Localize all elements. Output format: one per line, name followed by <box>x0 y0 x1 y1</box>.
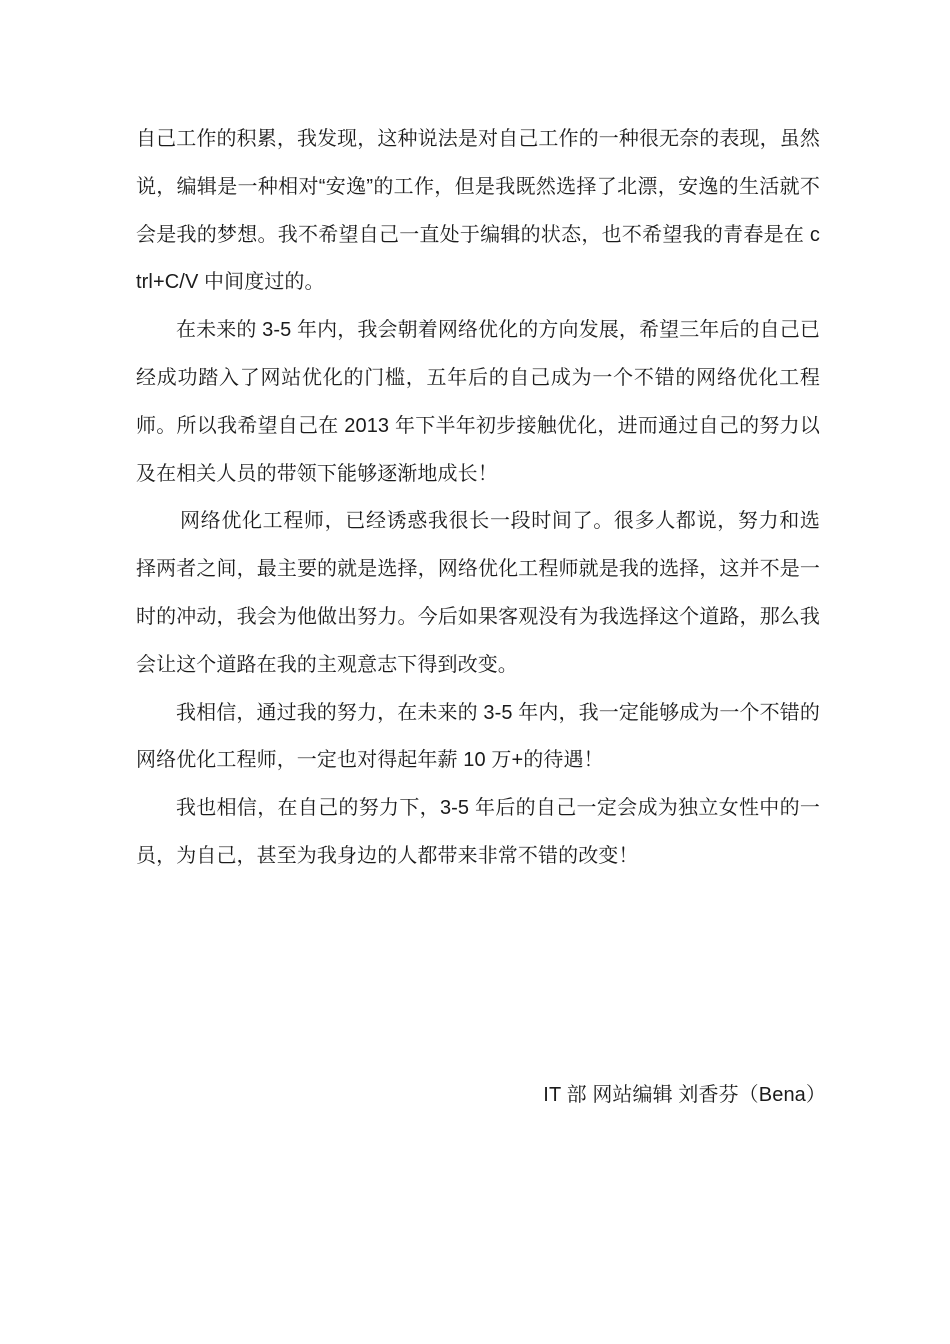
paragraph-2: 在未来的 3-5 年内，我会朝着网络优化的方向发展，希望三年后的自己已经成功踏入了网站优化的门槛，五年后的自己成为一个不错的网络优化工程师。所以我希望自己在 2013 年下半年初步接触优化，进而通过自己的努力以及在相关人员的带领下能够逐渐地成长！ <box>136 319 820 485</box>
paragraph-1: 自己工作的积累，我发现，这种说法是对自己工作的一种很无奈的表现，虽然说，编辑是一种相对“安逸”的工作，但是我既然选择了北漂，安逸的生活就不会是我的梦想。我不希望自己一直处于编辑的状态，也不希望我的青春是在 ctrl+C/V 中间度过的。 <box>136 128 820 294</box>
paragraph-3: 网络优化工程师，已经诱惑我很长一段时间了。很多人都说，努力和选择两者之间，最主要的就是选择，网络优化工程师就是我的选择，这并不是一时的冲动，我会为他做出努力。今后如果客观没有为我选择这个道路，那么我会让这个道路在我的主观意志下得到改变。 <box>136 510 820 676</box>
signature-line: IT 部 网站编辑 刘香芬（Bena） <box>543 1084 826 1106</box>
document-body <box>136 116 820 881</box>
paragraph-5: 我也相信，在自己的努力下，3-5 年后的自己一定会成为独立女性中的一员，为自己，甚至为我身边的人都带来非常不错的改变！ <box>136 797 820 867</box>
paragraph-4: 我相信，通过我的努力，在未来的 3-5 年内，我一定能够成为一个不错的网络优化工程师，一定也对得起年薪 10 万+的待遇！ <box>136 701 820 772</box>
signature-block <box>136 1072 826 1120</box>
